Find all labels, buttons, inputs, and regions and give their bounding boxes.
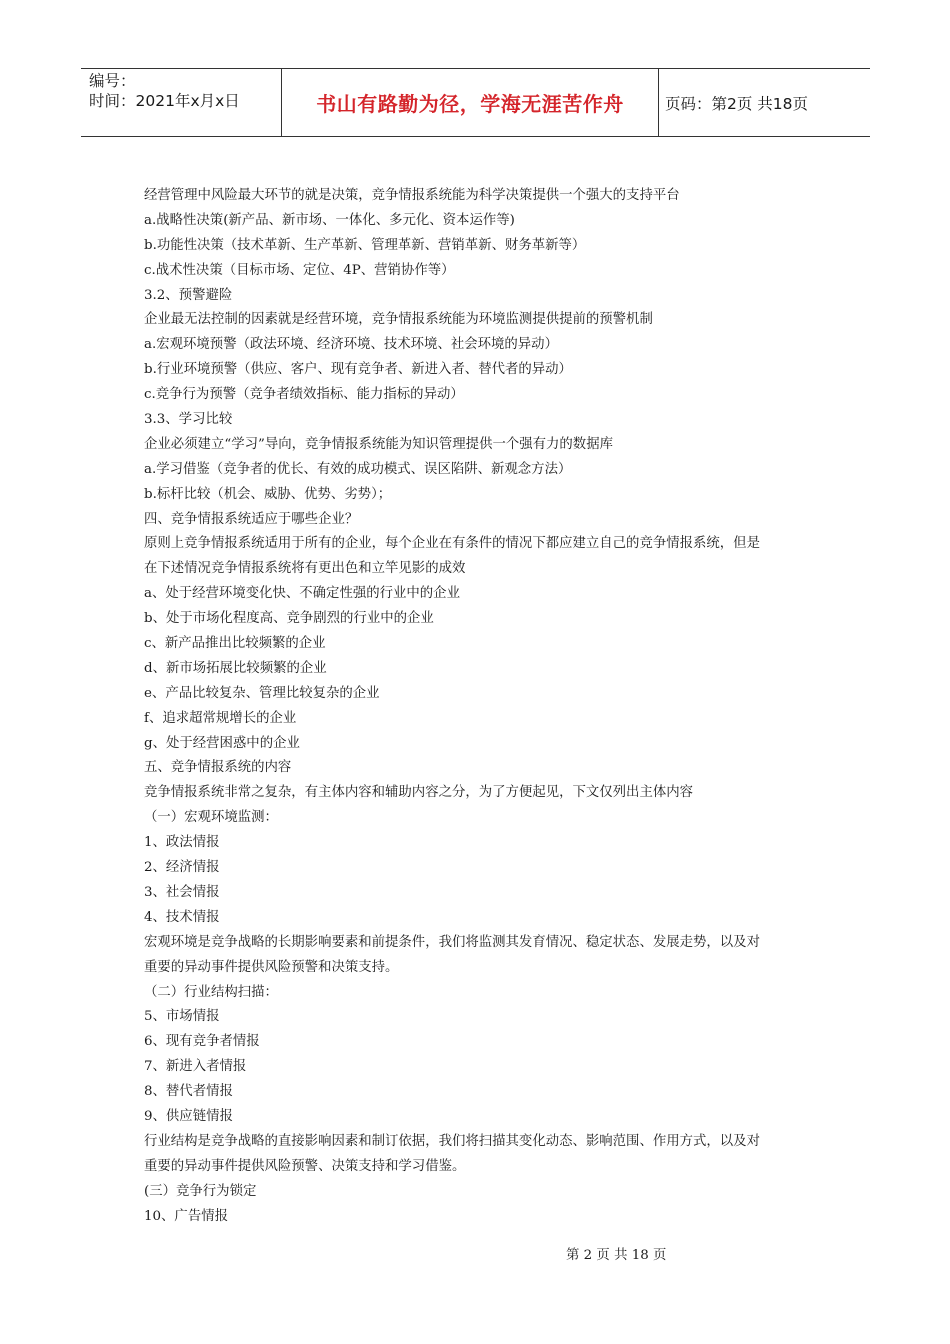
list-item: 2、经济情报 [144, 860, 220, 876]
text-line: a.战略性决策(新产品、新市场、一体化、多元化、资本运作等) [144, 212, 515, 228]
text-line: 企业最无法控制的因素就是经营环境，竞争情报系统能为环境监测提供提前的预警机制 [144, 312, 653, 328]
document-number-label: 编号： [89, 72, 136, 90]
text-line: 企业必须建立“学习”导向，竞争情报系统能为知识管理提供一个强有力的数据库 [144, 436, 613, 452]
subsection-heading: （二）行业结构扫描： [144, 984, 278, 1000]
text-line: 行业结构是竞争战略的直接影响因素和制订依据，我们将扫描其变化动态、影响范围、作用方式，以及对 [144, 1133, 760, 1149]
list-item: f、追求超常规增长的企业 [144, 710, 297, 726]
list-item: 7、新进入者情报 [144, 1059, 247, 1075]
list-item: 4、技术情报 [144, 909, 220, 925]
list-item: e、产品比较复杂、管理比较复杂的企业 [144, 685, 380, 701]
list-item: d、新市场拓展比较频繁的企业 [144, 660, 327, 676]
list-item: 10、广告情报 [144, 1208, 228, 1224]
page-footer: 第 2 页 共 18 页 [566, 1248, 667, 1263]
text-line: b.标杆比较（机会、威胁、优势、劣势）； [144, 486, 392, 502]
header-motto: 书山有路勤为径，学海无涯苦作舟 [282, 69, 659, 136]
list-item: 8、替代者情报 [144, 1084, 233, 1100]
text-line: 竞争情报系统非常之复杂，有主体内容和辅助内容之分，为了方便起见，下文仅列出主体内容 [144, 785, 694, 801]
header-info-cell [81, 69, 282, 136]
text-line: 在下述情况竞争情报系统将有更出色和立竿见影的成效 [144, 561, 466, 577]
section-heading: 五、竞争情报系统的内容 [144, 760, 292, 776]
list-item: b、处于市场化程度高、竞争剧烈的行业中的企业 [144, 611, 434, 627]
list-item: 9、供应链情报 [144, 1108, 233, 1124]
text-line: 经营管理中风险最大环节的就是决策，竞争情报系统能为科学决策提供一个强大的支持平台 [144, 188, 680, 203]
subsection-heading: (三）竞争行为锁定 [144, 1183, 257, 1199]
list-item: 1、政法情报 [144, 835, 220, 851]
header-page-info: 页码：第2页 共18页 [665, 94, 809, 113]
text-line: b.行业环境预警（供应、客户、现有竞争者、新进入者、替代者的异动） [144, 362, 572, 378]
page-header [81, 68, 870, 137]
subsection-heading: （一）宏观环境监测： [144, 810, 278, 826]
text-line: 原则上竞争情报系统适用于所有的企业，每个企业在有条件的情况下都应建立自己的竞争情报系统，但是 [144, 536, 760, 552]
text-line: c.战术性决策（目标市场、定位、4P、营销协作等） [144, 262, 455, 278]
list-item: 6、现有竞争者情报 [144, 1034, 260, 1050]
list-item: 3、社会情报 [144, 884, 220, 900]
section-heading: 3.3、学习比较 [144, 412, 233, 428]
text-line: 重要的异动事件提供风险预警、决策支持和学习借鉴。 [144, 1158, 466, 1174]
list-item: c、新产品推出比较频繁的企业 [144, 636, 326, 652]
text-line: a.学习借鉴（竞争者的优长、有效的成功模式、误区陷阱、新观念方法） [144, 461, 572, 477]
list-item: 5、市场情报 [144, 1009, 220, 1025]
list-item: a、处于经营环境变化快、不确定性强的行业中的企业 [144, 586, 460, 602]
text-line: a.宏观环境预警（政法环境、经济环境、技术环境、社会环境的异动） [144, 337, 558, 353]
text-line: 宏观环境是竞争战略的长期影响要素和前提条件，我们将监测其发育情况、稳定状态、发展走势，以及对 [144, 934, 760, 950]
text-line: b.功能性决策（技术革新、生产革新、管理革新、营销革新、财务革新等） [144, 237, 586, 253]
section-heading: 四、竞争情报系统适应于哪些企业？ [144, 511, 359, 527]
list-item: g、处于经营困惑中的企业 [144, 735, 300, 751]
text-line: c.竞争行为预警（竞争者绩效指标、能力指标的异动） [144, 387, 464, 403]
text-line: 重要的异动事件提供风险预警和决策支持。 [144, 959, 399, 975]
document-date: 时间：2021年x月x日 [89, 92, 240, 110]
document-body [144, 184, 824, 1229]
section-heading: 3.2、预警避险 [144, 287, 233, 303]
